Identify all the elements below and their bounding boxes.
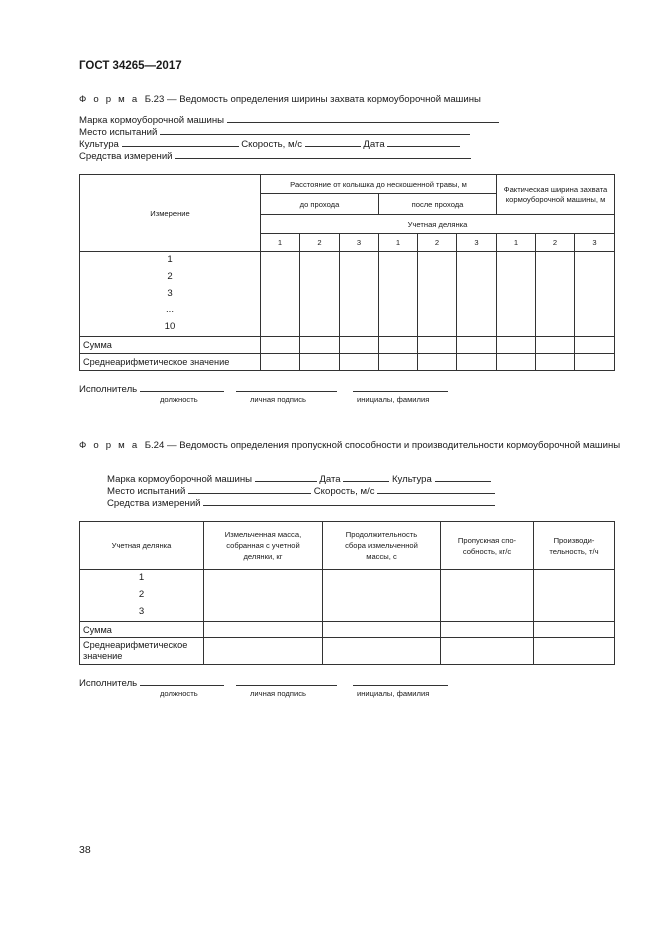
- data-cell[interactable]: [457, 252, 497, 337]
- form-b23-crop-field: [79, 136, 460, 148]
- data-cell[interactable]: [300, 353, 340, 370]
- instruments-blank[interactable]: [175, 148, 471, 159]
- plot-number: 1: [138, 572, 145, 584]
- measurement-numbers: [80, 252, 261, 337]
- data-cell[interactable]: [441, 622, 534, 638]
- name-caption: инициалы, фамилия: [357, 395, 430, 404]
- plot-number: 2: [300, 234, 340, 252]
- data-cell[interactable]: [204, 638, 323, 665]
- position-blank[interactable]: [140, 381, 224, 392]
- date-label: Дата: [363, 139, 385, 150]
- place-blank[interactable]: [160, 124, 470, 135]
- crop-blank[interactable]: [122, 136, 239, 147]
- data-cell[interactable]: [534, 638, 615, 665]
- after-pass-header: после прохода: [379, 194, 497, 215]
- data-cell[interactable]: [340, 353, 379, 370]
- brand-blank[interactable]: [227, 112, 499, 123]
- speed-blank[interactable]: [377, 483, 495, 494]
- crop-blank[interactable]: [435, 471, 491, 482]
- data-cell[interactable]: [379, 353, 418, 370]
- form-b24-signature: [79, 675, 224, 689]
- brand-label: Марка кормоуборочной машины: [107, 474, 253, 485]
- sum-label: Сумма: [80, 336, 261, 353]
- place-label: Место испытаний: [107, 486, 186, 497]
- position-caption: должность: [160, 395, 198, 404]
- speed-label: Скорость, м/с: [241, 139, 303, 150]
- data-cell[interactable]: [418, 353, 457, 370]
- name-caption: инициалы, фамилия: [357, 689, 430, 698]
- form-b23-place-field: [79, 124, 470, 136]
- instruments-blank[interactable]: [203, 495, 495, 506]
- plot-number: 3: [138, 605, 145, 617]
- data-cell[interactable]: [261, 336, 300, 353]
- signature-blank[interactable]: [236, 675, 337, 686]
- measurement-number: 1: [167, 254, 173, 265]
- speed-blank[interactable]: [305, 136, 361, 147]
- data-cell[interactable]: [536, 336, 575, 353]
- data-cell[interactable]: [575, 252, 615, 337]
- data-cell[interactable]: [340, 336, 379, 353]
- mean-label: Среднеарифметическое значение: [80, 638, 204, 665]
- data-cell[interactable]: [261, 353, 300, 370]
- plot-numbers: [80, 570, 204, 622]
- brand-blank[interactable]: [255, 471, 317, 482]
- form-b24-place-field: [107, 483, 495, 495]
- data-cell[interactable]: [536, 252, 575, 337]
- measurement-number: ...: [166, 304, 174, 316]
- data-cell[interactable]: [379, 252, 418, 337]
- data-cell[interactable]: [323, 622, 441, 638]
- date-label: Дата: [319, 474, 341, 485]
- data-cell[interactable]: [300, 252, 340, 337]
- document-title: ГОСТ 34265—2017: [79, 60, 182, 72]
- crop-label: Культура: [391, 474, 432, 485]
- data-cell[interactable]: [575, 353, 615, 370]
- form-b24-brand-field: [107, 471, 491, 483]
- instruments-label: Средства измерений: [107, 498, 201, 509]
- data-cell[interactable]: [204, 622, 323, 638]
- speed-label: Скорость, м/с: [313, 486, 375, 497]
- data-cell[interactable]: [379, 336, 418, 353]
- mass-header: Измельченная масса, собранная с учетной делянки, кг: [204, 522, 323, 570]
- form-b23-heading: [79, 94, 481, 105]
- signature-caption: личная подпись: [250, 395, 306, 404]
- executor-label: Исполнитель: [79, 678, 138, 689]
- data-cell[interactable]: [300, 336, 340, 353]
- distance-header: Расстояние от колышка до нескошенной травы, м: [261, 175, 497, 194]
- data-cell[interactable]: [418, 336, 457, 353]
- measurement-header: Измерение: [80, 175, 261, 252]
- form-b24-heading-text: Б.24 — Ведомость определения пропускной способности и производительности кормоуборочной машины: [144, 440, 621, 451]
- data-cell[interactable]: [204, 570, 323, 622]
- data-cell[interactable]: [323, 638, 441, 665]
- data-cell[interactable]: [418, 252, 457, 337]
- executor-label: Исполнитель: [79, 384, 138, 395]
- form-b24-heading: [79, 440, 620, 451]
- form-b24-prefix: Ф о р м а: [79, 440, 140, 451]
- data-cell[interactable]: [534, 622, 615, 638]
- date-blank[interactable]: [387, 136, 460, 147]
- data-cell[interactable]: [497, 252, 536, 337]
- data-cell[interactable]: [575, 336, 615, 353]
- plot-number: 2: [418, 234, 457, 252]
- form-b24-instruments-field: [107, 495, 495, 507]
- brand-label: Марка кормоуборочной машины: [79, 115, 225, 126]
- data-cell[interactable]: [497, 353, 536, 370]
- data-cell[interactable]: [457, 336, 497, 353]
- name-blank[interactable]: [353, 675, 448, 686]
- plot-header: Учетная делянка: [261, 215, 615, 234]
- plot-header: Учетная делянка: [80, 522, 204, 570]
- data-cell[interactable]: [441, 638, 534, 665]
- name-blank[interactable]: [353, 381, 448, 392]
- crop-label: Культура: [79, 139, 119, 150]
- plot-number: 1: [261, 234, 300, 252]
- signature-blank[interactable]: [236, 381, 337, 392]
- data-cell[interactable]: [441, 570, 534, 622]
- data-cell[interactable]: [261, 252, 300, 337]
- productivity-header: Производительность, т/ч: [534, 522, 615, 570]
- measurement-number: 2: [167, 270, 173, 282]
- form-b23-brand-field: [79, 112, 499, 124]
- data-cell[interactable]: [340, 252, 379, 337]
- page-number: 38: [79, 844, 91, 856]
- plot-number: 3: [457, 234, 497, 252]
- data-cell[interactable]: [323, 570, 441, 622]
- form-b24-table: [79, 521, 615, 665]
- data-cell[interactable]: [497, 336, 536, 353]
- signature-caption: личная подпись: [250, 689, 306, 698]
- plot-number: 3: [340, 234, 379, 252]
- plot-number: 1: [379, 234, 418, 252]
- duration-header: Продолжительность сбора измельченной массы, с: [323, 522, 441, 570]
- position-caption: должность: [160, 689, 198, 698]
- measurement-number: 10: [164, 321, 176, 333]
- throughput-header: Пропускная способность, кг/с: [441, 522, 534, 570]
- form-b23-signature: [79, 381, 224, 395]
- place-blank[interactable]: [188, 483, 311, 494]
- plot-number: 1: [497, 234, 536, 252]
- plot-number: 3: [575, 234, 615, 252]
- form-b23-instruments-field: [79, 148, 471, 160]
- sum-label: Сумма: [80, 622, 204, 638]
- plot-number: 2: [138, 589, 145, 601]
- date-blank[interactable]: [343, 471, 389, 482]
- measurement-number: 3: [167, 287, 173, 299]
- plot-number: 2: [536, 234, 575, 252]
- data-cell[interactable]: [457, 353, 497, 370]
- form-b23-prefix: Ф о р м а: [79, 94, 140, 105]
- before-pass-header: до прохода: [261, 194, 379, 215]
- position-blank[interactable]: [140, 675, 224, 686]
- form-b23-table: [79, 174, 615, 371]
- actual-width-header: Фактическая ширина захвата кормоуборочной машины, м: [497, 175, 615, 215]
- instruments-label: Средства измерений: [79, 151, 173, 162]
- data-cell[interactable]: [536, 353, 575, 370]
- place-label: Место испытаний: [79, 127, 158, 138]
- form-b23-heading-text: Б.23 — Ведомость определения ширины захвата кормоуборочной машины: [144, 94, 481, 105]
- mean-label: Среднеарифметическое значение: [80, 353, 261, 370]
- data-cell[interactable]: [534, 570, 615, 622]
